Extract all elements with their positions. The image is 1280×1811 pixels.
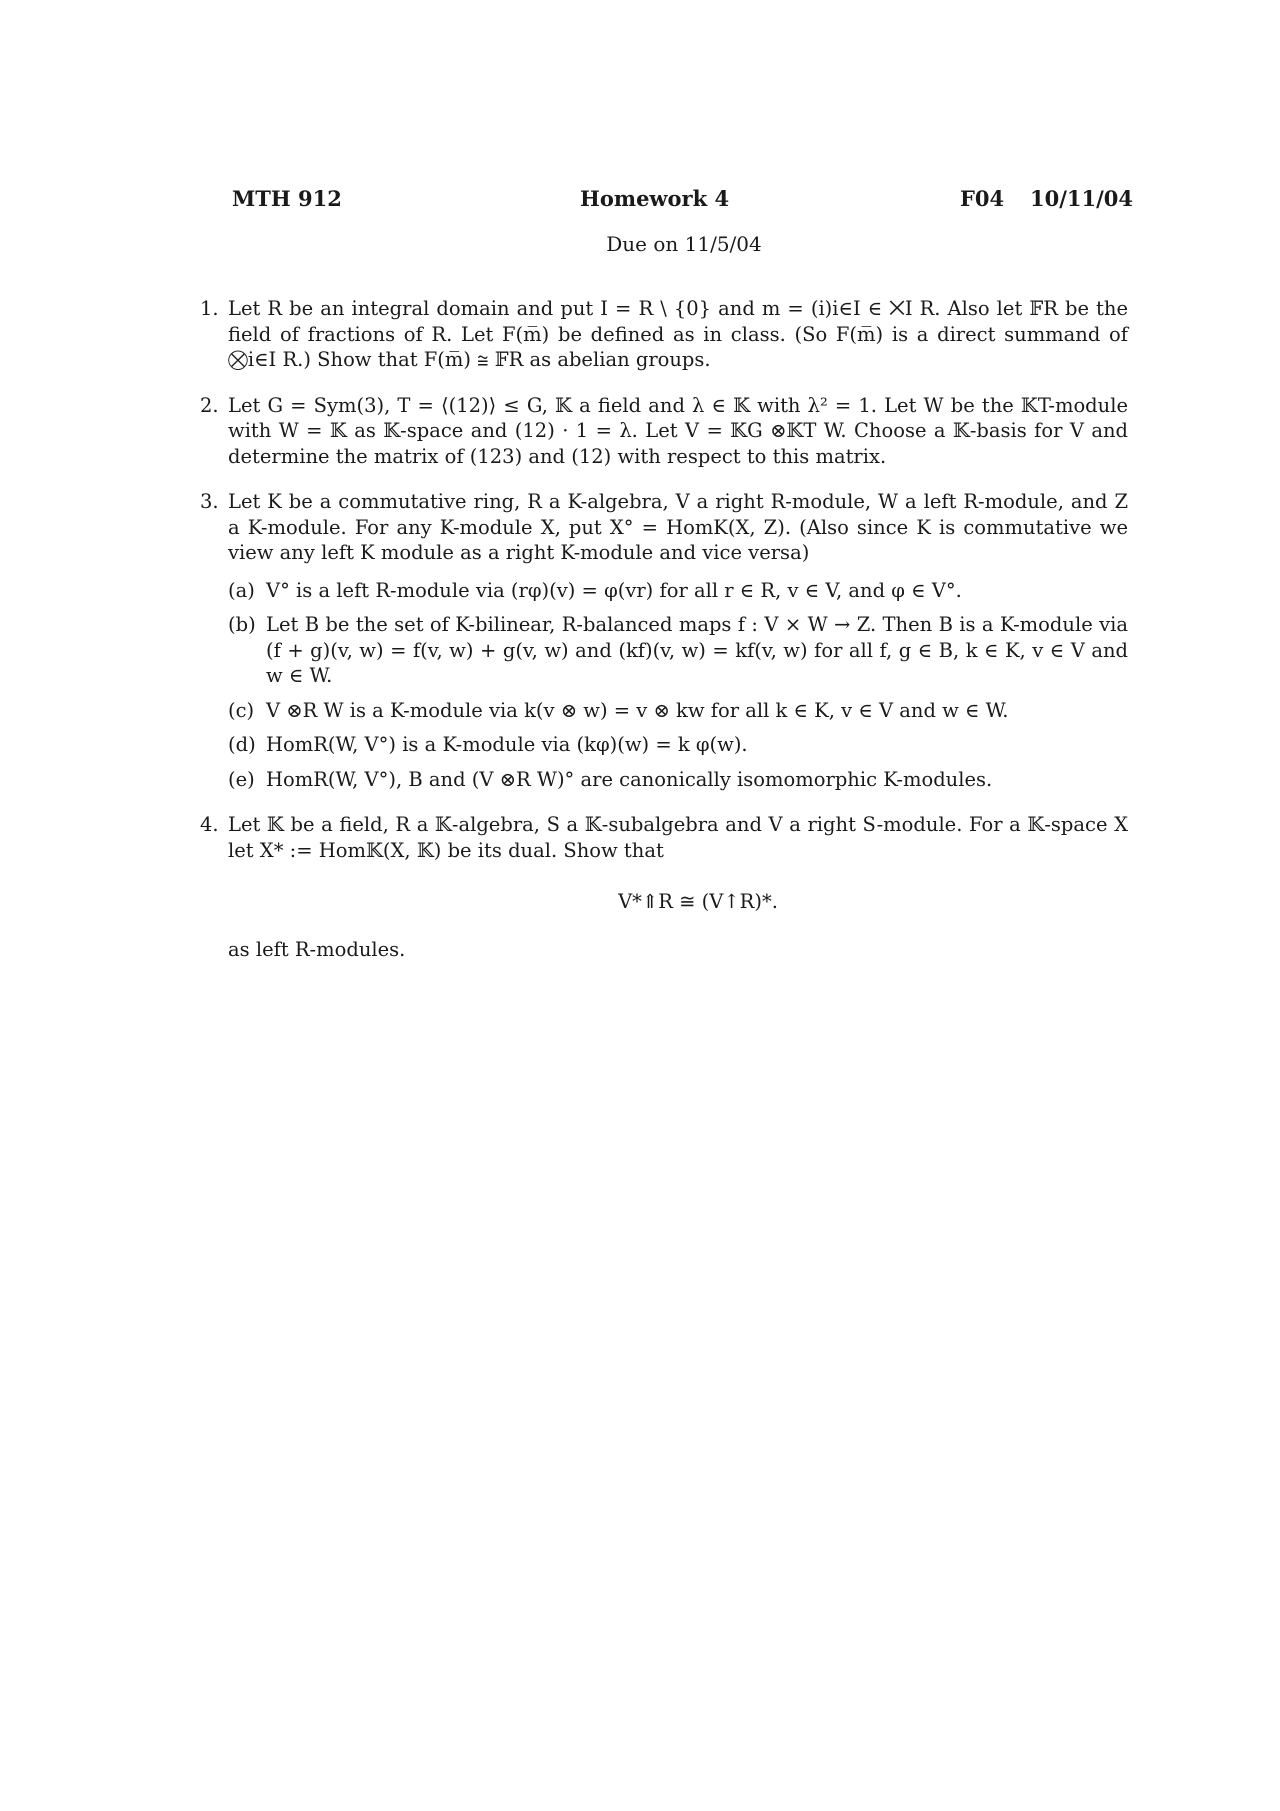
document-page: [200, 186, 1134, 982]
subpart-list: [228, 578, 1128, 793]
page-header: [200, 186, 1134, 220]
problem-text: Let 𝕂 be a field, R a 𝕂-algebra, S a 𝕂-subalgebra and V a right S-module. For a 𝕂-space X let X* := Hom𝕂(X, 𝕂) be its dual. Show that: [228, 813, 1128, 862]
problem-closing-text: as left R-modules.: [228, 937, 406, 961]
due-date: Due on 11/5/04: [606, 232, 762, 256]
subpart-label: (d): [228, 733, 256, 756]
subpart-text: Let B be the set of K-bilinear, R-balanced maps f : V × W → Z. Then B is a K-module via (f + g)(v, w) = f(v, w) + g(v, w) and (kf)(v, w) = kf(v, w) for all f, g ∈ B, k ∈ K, v ∈ V and w ∈ W.: [266, 613, 1128, 687]
subpart-text: V° is a left R-module via (rφ)(v) = φ(vr) for all r ∈ R, v ∈ V, and φ ∈ V°.: [266, 578, 962, 602]
subpart-d: [228, 732, 1128, 758]
subpart-a: [228, 578, 1128, 604]
problem-number: 2.: [200, 393, 219, 417]
subpart-label: (a): [228, 578, 255, 602]
display-equation: V*⇑R ≅ (V↑R)*.: [618, 890, 778, 913]
problem-number: 3.: [200, 490, 219, 513]
subpart-text: HomR(W, V°), B and (V ⊗R W)° are canonically isomomorphic K-modules.: [266, 767, 993, 791]
course-code: MTH 912: [232, 186, 342, 211]
subpart-label: (c): [228, 698, 255, 722]
problem-text: Let G = Sym(3), T = ⟨(12)⟩ ≤ G, 𝕂 a field and λ ∈ 𝕂 with λ² = 1. Let W be the 𝕂T-module with W = 𝕂 as 𝕂-space and (12) · 1 = λ. Let V = 𝕂G ⊗𝕂T W. Choose a 𝕂-basis for V and determine the matrix of (123) and (12) with respect to this matrix.: [228, 393, 1128, 468]
problem-1: [200, 296, 1128, 373]
subpart-label: (e): [228, 767, 255, 791]
header-date: 10/11/04: [1030, 186, 1134, 211]
subpart-c: [228, 698, 1128, 724]
problem-3: [200, 489, 1128, 792]
problem-2: [200, 393, 1128, 470]
problem-list: [200, 296, 1128, 962]
subpart-text: V ⊗R W is a K-module via k(v ⊗ w) = v ⊗ kw for all k ∈ K, v ∈ V and w ∈ W.: [266, 698, 1009, 722]
document-title: Homework 4: [580, 186, 730, 211]
subpart-label: (b): [228, 613, 256, 636]
term-label: F04: [960, 186, 1005, 211]
problem-text: Let R be an integral domain and put I = R \ {0} and m = (i)i∈I ∈ ⨉I R. Also let 𝔽R be the field of fractions of R. Let F(m̅) be defined as in class. (So F(m̅) is a direct summand of ⨂i∈I R.) Show that F(m̅) ≅ 𝔽R as abelian groups.: [228, 297, 1128, 371]
subpart-e: [228, 767, 1128, 793]
subpart-text: HomR(W, V°) is a K-module via (kφ)(w) = k φ(w).: [266, 733, 748, 756]
problem-text: Let K be a commutative ring, R a K-algebra, V a right R-module, W a left R-module, and Z a K-module. For any K-module X, put X° = HomK(X, Z). (Also since K is commutative we view any left K module as a right K-module and vice versa): [228, 490, 1128, 564]
problem-4: [200, 812, 1128, 962]
problem-number: 1.: [200, 297, 219, 320]
subpart-b: [228, 612, 1128, 689]
problem-number: 4.: [200, 813, 219, 836]
